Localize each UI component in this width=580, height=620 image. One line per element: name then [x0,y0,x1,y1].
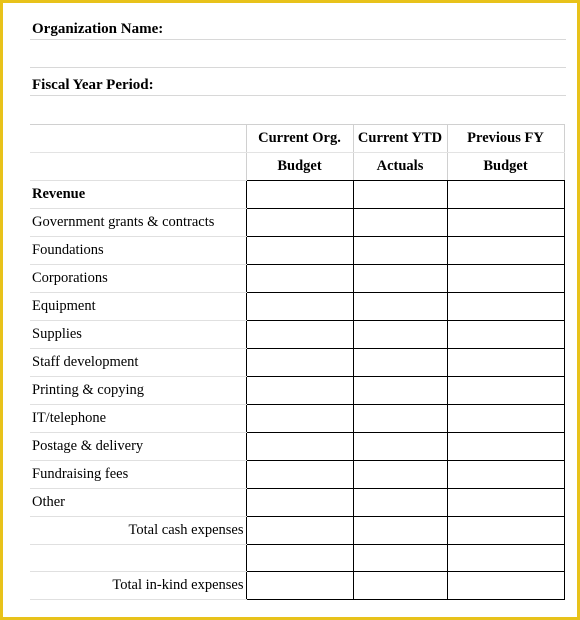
value-cell[interactable] [246,572,353,600]
value-cell[interactable] [353,265,447,293]
organization-name-line[interactable] [30,39,566,40]
table-row [30,293,564,321]
header-row-bottom [30,153,564,181]
fiscal-year-line[interactable] [30,95,566,96]
header-blank-cell-2 [30,153,246,181]
row-label: Government grants & contracts [30,209,246,237]
table-row [30,377,564,405]
fiscal-year-label: Fiscal Year Period: [32,77,154,93]
table-row [30,572,564,600]
value-cell[interactable] [447,405,564,433]
table-row [30,209,564,237]
table-row [30,405,564,433]
value-cell[interactable] [447,293,564,321]
value-cell[interactable] [246,489,353,517]
value-cell[interactable] [447,209,564,237]
value-cell[interactable] [353,572,447,600]
value-cell[interactable] [447,377,564,405]
table-row [30,489,564,517]
row-label: Fundraising fees [30,461,246,489]
table-row [30,349,564,377]
organization-name-label: Organization Name: [32,21,164,37]
row-label: Foundations [30,237,246,265]
value-cell[interactable] [447,572,564,600]
row-label: Corporations [30,265,246,293]
budget-table [30,124,565,600]
table-row [30,545,564,572]
value-cell[interactable] [246,265,353,293]
value-cell[interactable] [447,545,564,572]
row-label: Printing & copying [30,377,246,405]
value-cell[interactable] [246,517,353,545]
row-label: Other [30,489,246,517]
value-cell[interactable] [353,181,447,209]
row-label: Revenue [30,181,246,209]
column-subheader-actuals: Actuals [353,153,447,181]
column-subheader-previous-budget: Budget [447,153,564,181]
value-cell[interactable] [353,461,447,489]
column-subheader-budget: Budget [246,153,353,181]
value-cell[interactable] [353,545,447,572]
value-cell[interactable] [246,349,353,377]
table-row [30,237,564,265]
value-cell[interactable] [447,489,564,517]
value-cell[interactable] [353,209,447,237]
value-cell[interactable] [246,461,353,489]
value-cell[interactable] [353,377,447,405]
row-label: Total cash expenses [30,517,246,545]
value-cell[interactable] [353,405,447,433]
table-row [30,321,564,349]
value-cell[interactable] [246,377,353,405]
value-cell[interactable] [447,265,564,293]
value-cell[interactable] [353,433,447,461]
value-cell[interactable] [246,321,353,349]
row-label: Supplies [30,321,246,349]
row-label: Postage & delivery [30,433,246,461]
row-label [30,545,246,572]
value-cell[interactable] [447,433,564,461]
table-row [30,265,564,293]
value-cell[interactable] [447,237,564,265]
row-label: Equipment [30,293,246,321]
table-row [30,461,564,489]
value-cell[interactable] [246,237,353,265]
value-cell[interactable] [353,349,447,377]
row-label: Staff development [30,349,246,377]
table-row [30,181,564,209]
value-cell[interactable] [447,321,564,349]
organization-name-line-2 [30,67,566,68]
column-header-current-org: Current Org. [246,125,353,153]
row-label: Total in-kind expenses [30,572,246,600]
value-cell[interactable] [246,433,353,461]
table-row [30,517,564,545]
header-row-top [30,125,564,153]
value-cell[interactable] [246,405,353,433]
value-cell[interactable] [447,461,564,489]
value-cell[interactable] [246,181,353,209]
value-cell[interactable] [447,349,564,377]
column-header-previous-fy: Previous FY [447,125,564,153]
value-cell[interactable] [353,517,447,545]
value-cell[interactable] [447,517,564,545]
header-blank-cell [30,125,246,153]
table-row [30,433,564,461]
value-cell[interactable] [246,209,353,237]
value-cell[interactable] [447,181,564,209]
value-cell[interactable] [246,293,353,321]
value-cell[interactable] [353,489,447,517]
value-cell[interactable] [353,293,447,321]
value-cell[interactable] [353,237,447,265]
column-header-current-ytd: Current YTD [353,125,447,153]
value-cell[interactable] [353,321,447,349]
value-cell[interactable] [246,545,353,572]
row-label: IT/telephone [30,405,246,433]
